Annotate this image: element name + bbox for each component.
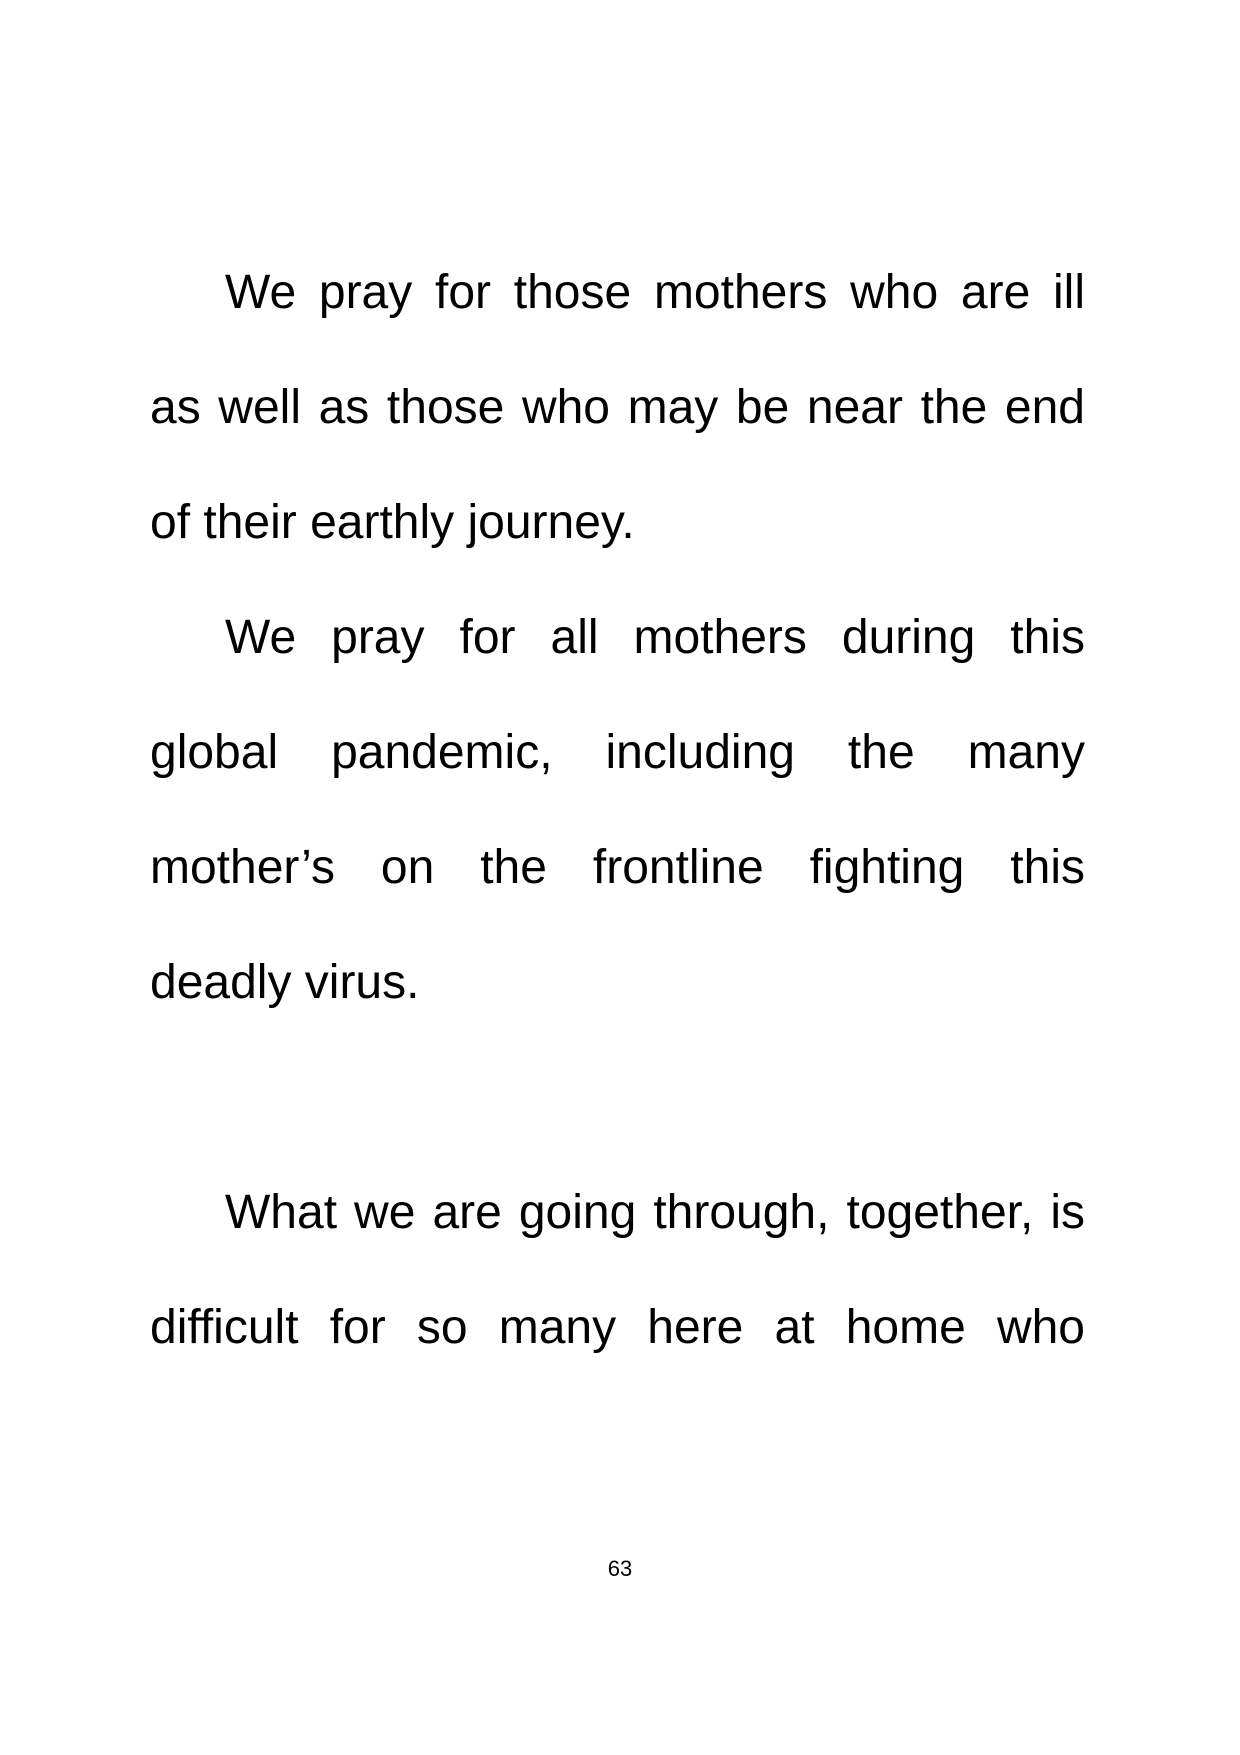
page-number: 63 xyxy=(607,1556,633,1581)
paragraph-3-line-1: What we are going through, together, is xyxy=(225,1186,1085,1239)
paragraph-2-line-1: We pray for all mothers during this xyxy=(225,611,1085,664)
paragraph-2-line-2: global pandemic, including the many xyxy=(150,726,1085,779)
paragraph-1-line-1: We pray for those mothers who are ill xyxy=(225,266,1085,319)
paragraph-2-line-4: deadly virus. xyxy=(150,956,420,1009)
paragraph-3-line-2: difficult for so many here at home who xyxy=(150,1301,1085,1354)
paragraph-2-line-3: mother’s on the frontline fighting this xyxy=(150,841,1085,894)
paragraph-1-line-2: as well as those who may be near the end xyxy=(150,381,1085,434)
paragraph-1-line-3: of their earthly journey. xyxy=(150,496,635,549)
